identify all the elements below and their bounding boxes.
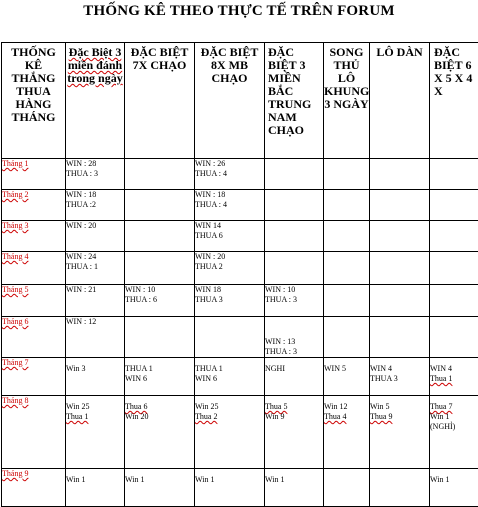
data-cell — [195, 159, 265, 190]
data-cell — [66, 317, 125, 358]
data-cell — [370, 317, 430, 358]
data-cell — [370, 358, 430, 396]
cell-line: THUA 1 — [125, 364, 194, 374]
table-row — [2, 221, 478, 252]
month-cell: Tháng 3 — [2, 221, 66, 252]
cell-line: Win 1 — [195, 475, 264, 485]
data-cell — [324, 221, 370, 252]
cell-line: WIN : 10 — [265, 285, 323, 295]
table-row — [2, 159, 478, 190]
table-row — [2, 252, 478, 285]
data-cell — [430, 190, 478, 221]
data-cell — [66, 358, 125, 396]
cell-line: Win 1 — [125, 475, 194, 485]
data-cell — [66, 190, 125, 221]
data-cell — [125, 358, 195, 396]
table-row — [2, 285, 478, 317]
data-cell — [370, 159, 430, 190]
cell-line: Win 25 — [66, 402, 124, 412]
data-cell — [324, 190, 370, 221]
data-cell — [195, 190, 265, 221]
cell-line: THUA : 6 — [125, 295, 194, 305]
data-cell — [324, 317, 370, 358]
header-db3mien-bac-trung-nam: ĐẶC BIỆT 3 MIỀN BẮC TRUNG NAM CHẠO — [265, 43, 324, 159]
data-cell — [265, 317, 324, 358]
data-cell — [430, 285, 478, 317]
header-lo-dan: LÔ DÀN — [370, 43, 430, 159]
cell-line: WIN : 26 — [195, 159, 264, 169]
cell-line: THUA 2 — [195, 262, 264, 272]
cell-line: NGHI — [265, 364, 323, 374]
data-cell — [265, 396, 324, 469]
cell-line: Win 1 — [430, 475, 478, 485]
month-cell: Tháng 1 — [2, 159, 66, 190]
header-db7x: ĐẶC BIỆT 7X CHẠO — [125, 43, 195, 159]
month-cell: Tháng 7 — [2, 358, 66, 396]
data-cell — [370, 190, 430, 221]
data-cell — [370, 285, 430, 317]
cell-line: Thua 1 — [66, 412, 124, 422]
data-cell — [370, 396, 430, 469]
header-song-thu-lo: SONG THỦ LÔ KHUNG 3 NGÀY — [324, 43, 370, 159]
cell-line: WIN 4 — [430, 364, 478, 374]
data-cell — [265, 469, 324, 507]
cell-line: THUA : 3 — [265, 295, 323, 305]
cell-line: THUA 6 — [195, 231, 264, 241]
cell-line: THUA 3 — [370, 374, 429, 384]
data-cell — [430, 159, 478, 190]
month-cell: Tháng 5 — [2, 285, 66, 317]
data-cell — [195, 285, 265, 317]
data-cell — [324, 396, 370, 469]
data-cell — [66, 221, 125, 252]
data-cell — [430, 221, 478, 252]
data-cell — [324, 358, 370, 396]
cell-line: WIN : 10 — [125, 285, 194, 295]
cell-line: Win 25 — [195, 402, 264, 412]
cell-line: Win 9 — [265, 412, 323, 422]
cell-line — [265, 327, 323, 337]
cell-line: THUA :2 — [66, 200, 124, 210]
data-cell — [125, 159, 195, 190]
header-row — [2, 43, 478, 159]
cell-line: Thua 4 — [324, 412, 369, 422]
data-cell — [430, 358, 478, 396]
cell-line: WIN 18 — [195, 285, 264, 295]
table-row — [2, 358, 478, 396]
month-cell: Tháng 6 — [2, 317, 66, 358]
cell-line: THUA : 4 — [195, 200, 264, 210]
data-cell — [66, 159, 125, 190]
cell-line: WIN : 20 — [195, 252, 264, 262]
data-cell — [125, 469, 195, 507]
header-db8x: ĐẶC BIỆT 8X MB CHẠO — [195, 43, 265, 159]
cell-line: WIN : 24 — [66, 252, 124, 262]
data-cell — [265, 252, 324, 285]
data-cell — [265, 285, 324, 317]
cell-line: Thua 5 — [265, 402, 323, 412]
data-cell — [370, 221, 430, 252]
data-cell — [430, 396, 478, 469]
data-cell — [125, 317, 195, 358]
data-cell — [430, 469, 478, 507]
cell-line: WIN 5 — [324, 364, 369, 374]
data-cell — [195, 358, 265, 396]
cell-line: Thua 6 — [125, 402, 194, 412]
data-cell — [370, 469, 430, 507]
month-cell: Tháng 8 — [2, 396, 66, 469]
cell-line: Win 20 — [125, 412, 194, 422]
data-cell — [430, 252, 478, 285]
cell-line: WIN : 18 — [66, 190, 124, 200]
cell-line: (NGHỈ) — [430, 422, 478, 432]
data-cell — [66, 252, 125, 285]
header-db6x5x4x: ĐẶC BIỆT 6 X 5 X 4 X — [430, 43, 478, 159]
data-cell — [265, 221, 324, 252]
data-cell — [370, 252, 430, 285]
data-cell — [195, 252, 265, 285]
data-cell — [66, 285, 125, 317]
data-cell — [195, 396, 265, 469]
cell-line: Win 3 — [66, 364, 124, 374]
cell-line: Win 1 — [430, 412, 478, 422]
cell-line: THUA : 3 — [265, 347, 323, 357]
cell-line: WIN : 13 — [265, 337, 323, 347]
cell-line: Thua 7 — [430, 402, 478, 412]
data-cell — [125, 221, 195, 252]
header-db3mien: Đặc Biệt 3 miền đánh trong ngày — [66, 43, 125, 159]
data-cell — [265, 159, 324, 190]
data-cell — [125, 396, 195, 469]
table-row — [2, 317, 478, 358]
data-cell — [125, 190, 195, 221]
cell-line: Thua 1 — [430, 374, 478, 384]
cell-line: WIN : 20 — [66, 221, 124, 231]
data-cell — [125, 252, 195, 285]
stats-table — [1, 42, 478, 507]
header-month-col: THỐNG KÊ THẮNG THUA HÀNG THÁNG — [2, 43, 66, 159]
cell-line: Win 1 — [66, 475, 124, 485]
data-cell — [265, 190, 324, 221]
cell-line: WIN 6 — [125, 374, 194, 384]
cell-line: WIN 4 — [370, 364, 429, 374]
cell-line: THUA 3 — [195, 295, 264, 305]
data-cell — [195, 317, 265, 358]
data-cell — [265, 358, 324, 396]
data-cell — [324, 469, 370, 507]
page-title: THỐNG KÊ THEO THỰC TẾ TRÊN FORUM — [0, 3, 478, 20]
cell-line: Thua 9 — [370, 412, 429, 422]
cell-line: WIN 6 — [195, 374, 264, 384]
month-cell: Tháng 9 — [2, 469, 66, 507]
data-cell — [430, 317, 478, 358]
data-cell — [125, 285, 195, 317]
cell-line: Win 12 — [324, 402, 369, 412]
cell-line: THUA : 1 — [66, 262, 124, 272]
data-cell — [195, 221, 265, 252]
month-cell: Tháng 4 — [2, 252, 66, 285]
data-cell — [324, 159, 370, 190]
cell-line: THUA 1 — [195, 364, 264, 374]
cell-line: WIN 14 — [195, 221, 264, 231]
cell-line: WIN : 28 — [66, 159, 124, 169]
data-cell — [324, 285, 370, 317]
cell-line: Win 1 — [265, 475, 323, 485]
cell-line: WIN : 12 — [66, 317, 124, 327]
data-cell — [66, 396, 125, 469]
cell-line: Win 5 — [370, 402, 429, 412]
cell-line: WIN : 18 — [195, 190, 264, 200]
data-cell — [66, 469, 125, 507]
cell-line: THUA : 4 — [195, 169, 264, 179]
data-cell — [195, 469, 265, 507]
table-row — [2, 469, 478, 507]
data-cell — [324, 252, 370, 285]
cell-line — [265, 317, 323, 327]
table-row — [2, 190, 478, 221]
cell-line: WIN : 21 — [66, 285, 124, 295]
cell-line: THUA : 3 — [66, 169, 124, 179]
table-row — [2, 396, 478, 469]
cell-line: Thua 2 — [195, 412, 264, 422]
month-cell: Tháng 2 — [2, 190, 66, 221]
